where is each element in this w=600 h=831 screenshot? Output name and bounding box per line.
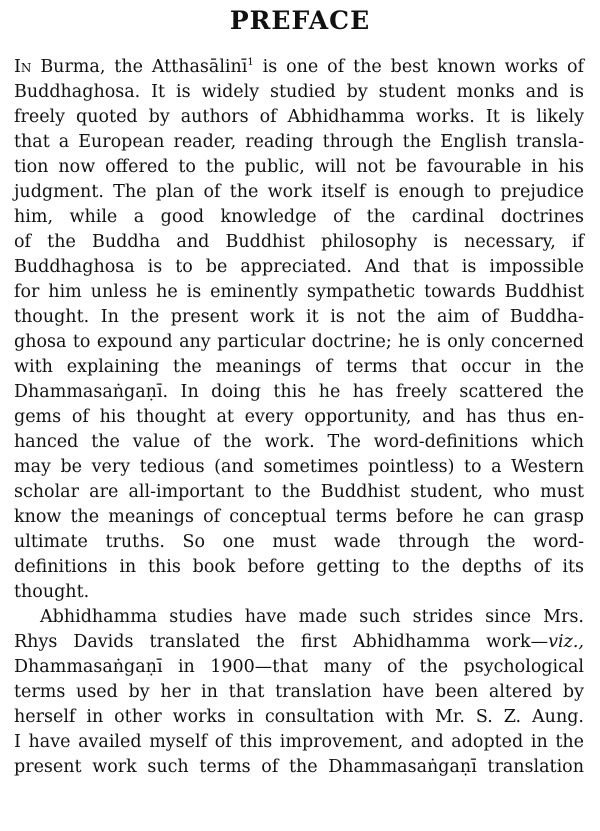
text-line: Abhidhamma studies have made such strides since Mrs.	[40, 607, 584, 627]
text-line: may be very tedious (and sometimes pointless) to a Western	[14, 457, 584, 477]
text-line: tion now offered to the public, will not be favourable in his	[14, 157, 584, 177]
text-line: Buddhaghosa is to be appreciated. And that is impossible	[14, 257, 584, 277]
text-line: terms used by her in that translation have been altered by	[14, 682, 584, 702]
text-line: herself in other works in consultation with Mr. S. Z. Aung.	[14, 707, 584, 727]
text-line: Dhammasaṅgaṇī. In doing this he has freely scattered the	[14, 382, 584, 402]
text-line: judgment. The plan of the work itself is enough to prejudice	[14, 182, 584, 202]
text-line: present work such terms of the Dhammasaṅgaṇī translation	[14, 757, 584, 777]
footnote-marker: 1	[247, 57, 254, 69]
text-line: gems of his thought at every opportunity, and has thus en-	[14, 407, 584, 427]
text-line: with explaining the meanings of terms that occur in the	[14, 357, 584, 377]
text-line: Dhammasaṅgaṇī in 1900—that many of the psychological	[14, 657, 584, 677]
text-line	[14, 630, 584, 654]
text-line: that a European reader, reading through the English transla-	[14, 132, 584, 152]
text-line: know the meanings of conceptual terms before he can grasp	[14, 507, 584, 527]
italic-term: viz.,	[548, 632, 584, 652]
text-line: Buddhaghosa. It is widely studied by student monks and is	[14, 82, 584, 102]
text-line: of the Buddha and Buddhist philosophy is necessary, if	[14, 232, 584, 252]
text-segment: is one of the best known works of	[253, 57, 584, 77]
text-line: freely quoted by authors of Abhidhamma works. It is likely	[14, 107, 584, 127]
text-line: thought.	[14, 582, 90, 602]
text-line	[14, 55, 584, 79]
text-line: definitions in this book before getting to the depths of its	[14, 557, 584, 577]
text-line: ultimate truths. So one must wade through the word-	[14, 532, 584, 552]
text-line: ghosa to expound any particular doctrine; he is only concerned	[14, 332, 584, 352]
text-line: him, while a good knowledge of the cardinal doctrines	[14, 207, 584, 227]
text-line: for him unless he is eminently sympathetic towards Buddhist	[14, 282, 584, 302]
text-line: scholar are all-important to the Buddhist student, who must	[14, 482, 584, 502]
text-line: thought. In the present work it is not the aim of Buddha-	[14, 307, 584, 327]
text-segment: Burma, the Atthasālinī	[40, 57, 248, 77]
text-segment: Rhys Davids translated the first Abhidhamma work—	[14, 632, 549, 652]
text-line: hanced the value of the work. The word-definitions which	[14, 432, 584, 452]
page-title: PREFACE	[229, 6, 371, 35]
text-line: I have availed myself of this improvement, and adopted in the	[14, 732, 584, 752]
lead-word: In	[14, 57, 32, 77]
